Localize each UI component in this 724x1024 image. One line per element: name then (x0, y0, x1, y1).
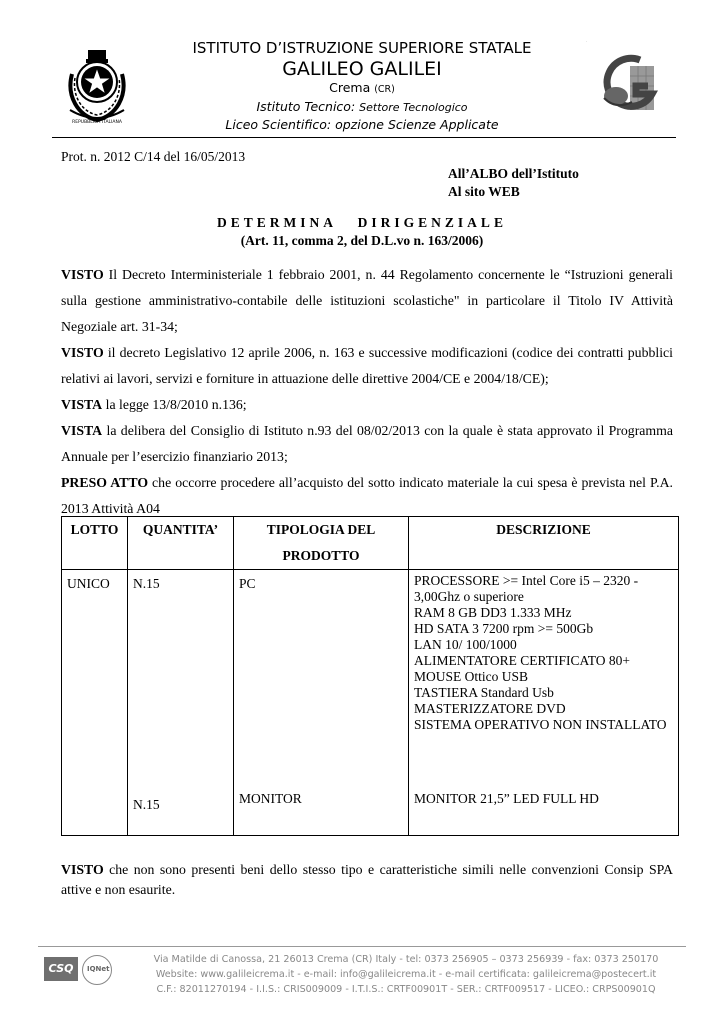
final-premise: VISTO che non sono presenti beni dello stesso tipo e caratteristiche simili nelle convenzioni Consip SPA attive e non esaurite. (61, 862, 673, 897)
header-quantita: QUANTITA’ (128, 517, 234, 570)
institute-type: ISTITUTO D’ISTRUZIONE SUPERIORE STATALE (192, 39, 532, 57)
recipient-web: Al sito WEB (448, 184, 520, 199)
footer-codes: C.F.: 82011270194 - I.I.S.: CRIS009009 - I.T.I.S.: CRTF00901T - SER.: CRTF009517 - LICEO.: CRPS00901Q (156, 984, 656, 995)
csq-certification-logo: CSQ (44, 957, 78, 981)
description-cell (409, 570, 679, 836)
header-lotto: LOTTO (62, 517, 128, 570)
monitor-description: MONITOR 21,5” LED FULL HD (414, 791, 599, 806)
list-item: ALIMENTATORE CERTIFICATO 80+ (414, 653, 630, 668)
list-item: PROCESSORE >= Intel Core i5 – 2320 - 3,00Ghz o superiore (414, 573, 639, 604)
school-name: GALILEO GALILEI (282, 58, 442, 80)
footer (110, 952, 702, 997)
pc-specs-list (414, 573, 678, 733)
list-item: MASTERIZZATORE DVD (414, 701, 566, 716)
header-descrizione: DESCRIZIONE (409, 517, 679, 570)
footer-divider (38, 946, 686, 947)
list-item: TASTIERA Standard Usb (414, 685, 554, 700)
list-item: SISTEMA OPERATIVO NON INSTALLATO (414, 717, 667, 732)
svg-text:REPUBBLICA ITALIANA: REPUBBLICA ITALIANA (72, 120, 122, 125)
list-item: RAM 8 GB DD3 1.333 MHz (414, 605, 572, 620)
premises (61, 262, 673, 522)
footer-contacts: Website: www.galileicrema.it - e-mail: info@galileicrema.it - e-mail certificata: galileicrema@postecert.it (155, 969, 657, 980)
title-reference: (Art. 11, comma 2, del D.L.vo n. 163/2006) (240, 233, 484, 248)
list-item: MOUSE Ottico USB (414, 669, 529, 684)
list-item: HD SATA 3 7200 rpm >= 500Gb (414, 621, 594, 636)
title-main: DETERMINA DIRIGENZIALE (217, 215, 507, 230)
document-title (0, 214, 724, 250)
recipient-albo: All’ALBO dell’Istituto (448, 166, 579, 181)
table-row (62, 570, 679, 836)
quantity-pc: N.15 (133, 576, 160, 591)
lotto-cell: UNICO (62, 570, 128, 836)
premise-paragraph: PRESO ATTO che occorre procedere all’acquisto del sotto indicato materiale la cui spesa è prevista nel P.A. 2013 Attività A04 (61, 475, 673, 516)
type-cell (234, 570, 409, 836)
items-table (61, 516, 679, 836)
table-header-row (62, 517, 679, 570)
liceo-line: Liceo Scientifico: opzione Scienze Applicate (225, 117, 499, 132)
list-item: LAN 10/ 100/1000 (414, 637, 517, 652)
premise-paragraph: VISTO Il Decreto Interministeriale 1 febbraio 2001, n. 44 Regolamento concernente le “Istruzioni generali sulla gestione amministrativo-contabile delle istituzioni scolastiche" in particolare il Titolo IV Attività Negoziale art. 31-34; (61, 267, 673, 334)
recipients (448, 165, 579, 201)
italian-republic-emblem-icon (64, 44, 130, 124)
technical-institute-line: Istituto Tecnico: Settore Tecnologico (256, 99, 468, 114)
quantity-monitor: N.15 (133, 797, 160, 812)
footer-address: Via Matilde di Canossa, 21 26013 Crema (CR) Italy - tel: 0373 256905 – 0373 256939 - fax: 0373 250170 (153, 954, 659, 965)
letterhead (0, 0, 724, 140)
school-city: Crema (CR) (329, 80, 395, 95)
svg-text:G: G (586, 42, 587, 43)
header-tipologia: TIPOLOGIA DEL PRODOTTO (234, 517, 409, 570)
protocol-number: Prot. n. 2012 C/14 del 16/05/2013 (61, 149, 246, 164)
quantity-cell (128, 570, 234, 836)
school-logo-icon (586, 42, 660, 118)
type-monitor: MONITOR (239, 791, 302, 806)
type-pc: PC (239, 576, 256, 591)
premise-paragraph: VISTA la legge 13/8/2010 n.136; (61, 397, 247, 412)
premise-paragraph: VISTA la delibera del Consiglio di Istituto n.93 del 08/02/2013 con la quale è stata approvato il Programma Annuale per l’esercizio finanziario 2013; (61, 423, 673, 464)
header-divider (52, 137, 676, 138)
iqnet-certification-logo: IQNet (82, 955, 112, 985)
premise-paragraph: VISTO il decreto Legislativo 12 aprile 2006, n. 163 e successive modificazioni (codice dei contratti pubblici relativi ai lavori, servizi e forniture in attuazione delle direttive 2004/CE e 2004/18/CE); (61, 345, 673, 386)
